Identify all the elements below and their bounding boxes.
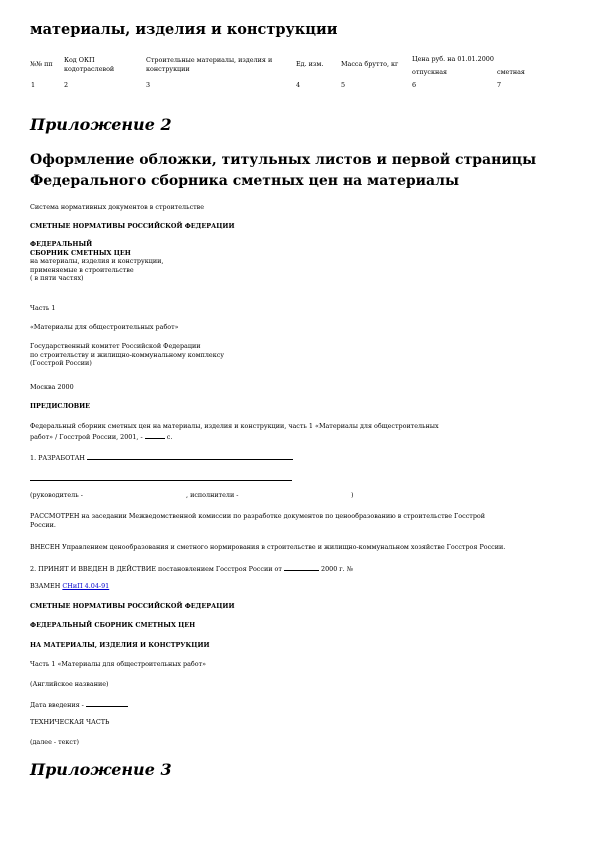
col-gross-header: Масса брутто, кг [341, 60, 399, 68]
federal-collection-line-1: Федеральный сборник сметных цен на материалы, изделия и конструкции, часть 1 «Материалы для общестроительных [30, 422, 439, 430]
developer-blank [87, 452, 293, 460]
norms-heading: СМЕТНЫЕ НОРМАТИВЫ РОССИЙСКОЙ ФЕДЕРАЦИИ [30, 222, 235, 230]
gosstroy-block [30, 342, 224, 368]
col-price-header: Цена руб. на 01.01.2000 [412, 55, 494, 63]
col-unit-header: Ед. изм. [296, 60, 324, 68]
col-num-header: №№ пп [30, 60, 53, 68]
moscow-year: Москва 2000 [30, 383, 74, 391]
col-okp-header-2: кодотраслевой [64, 65, 115, 73]
col-estimate-header: сметная [497, 68, 525, 76]
snip-link[interactable]: СНиП 4.04-91 [62, 582, 110, 590]
replaced-line: ВЗАМЕН СНиП 4.04-91 [30, 582, 110, 590]
top-heading: материалы, изделия и конструкции [30, 21, 338, 38]
col-number: 2 [64, 81, 69, 89]
federal-collection-heading: ФЕДЕРАЛЬНЫЙ СБОРНИК СМЕТНЫХ ЦЕН [30, 621, 196, 629]
text-placeholder: (далее - текст) [30, 738, 80, 746]
close-paren: ) [351, 491, 354, 499]
reviewed-line-1: РАССМОТРЕН на заседании Межведомственной комиссии по разработке документов по ценообразованию в строительстве Госстрой [30, 512, 486, 520]
norms-heading-2: СМЕТНЫЕ НОРМАТИВЫ РОССИЙСКОЙ ФЕДЕРАЦИИ [30, 602, 235, 610]
part-1-full: Часть 1 «Материалы для общестроительных работ» [30, 660, 207, 668]
introduced-text: ВНЕСЕН Управлением ценообразования и сметного нормирования в строительстве и жилищно-коммунальном хозяйстве Госстроя России. [30, 543, 506, 551]
appendix-3-heading: Приложение 3 [30, 760, 172, 779]
english-name: (Английское название) [30, 680, 109, 688]
col-materials-header-2: конструкции [146, 65, 190, 73]
federal-label: ФЕДЕРАЛЬНЫЙ [30, 240, 93, 248]
materials-label: на материалы, изделия и конструкции, [30, 257, 164, 266]
col-number: 3 [146, 81, 151, 89]
date-intro-blank [86, 699, 128, 707]
adopted-line: 2. ПРИНЯТ И ВВЕДЕН В ДЕЙСТВИЕ постановлением Госстроя России от 2000 г. № [30, 565, 353, 573]
manager-label: (руководитель - [30, 491, 83, 499]
executors-label: , исполнители - [186, 491, 239, 499]
on-materials-heading: НА МАТЕРИАЛЫ, ИЗДЕЛИЯ И КОНСТРУКЦИИ [30, 641, 210, 649]
reviewed-line-2: России. [30, 520, 56, 529]
col-release-header: отпускная [412, 68, 448, 76]
developed-line: 1. РАЗРАБОТАН [30, 452, 293, 463]
federal-collection-text [30, 422, 439, 441]
main-heading [30, 150, 536, 192]
developer-blank-line-2 [30, 480, 292, 481]
date-blank [284, 563, 319, 571]
collection-label: СБОРНИК СМЕТНЫХ ЦЕН [30, 248, 131, 257]
col-number: 6 [412, 81, 417, 89]
gosstroy-line-3: (Госстрой России) [30, 359, 92, 368]
col-okp-header: Код ОКП [64, 56, 95, 64]
materials-general-label: «Материалы для общестроительных работ» [30, 323, 179, 331]
col-materials-header: Строительные материалы, изделия и [146, 56, 273, 64]
used-label: применяемые в строительстве [30, 265, 134, 274]
date-intro-line: Дата введения - [30, 699, 128, 710]
tech-part-heading: ТЕХНИЧЕСКАЯ ЧАСТЬ [30, 718, 110, 726]
col-number: 4 [296, 81, 301, 89]
parts-label: ( в пяти частях) [30, 274, 84, 283]
pages-blank [145, 431, 165, 439]
col-number: 1 [31, 81, 36, 89]
federal-collection-line-2: работ» / Госстрой России, 2001, - с. [30, 432, 173, 441]
col-number: 5 [341, 81, 346, 89]
collection-title-block [30, 240, 163, 283]
main-heading-line-2: Федерального сборника сметных цен на материалы [30, 173, 460, 189]
col-number: 7 [497, 81, 502, 89]
main-heading-line-1: Оформление обложки, титульных листов и первой страницы [30, 152, 537, 168]
preface-heading: ПРЕДИСЛОВИЕ [30, 402, 91, 410]
system-text: Система нормативных документов в строительстве [30, 203, 205, 211]
gosstroy-line-2: по строительству и жилищно-коммунальному комплексу [30, 350, 225, 359]
part-1-label: Часть 1 [30, 304, 56, 312]
appendix-2-heading: Приложение 2 [30, 115, 172, 134]
gosstroy-line-1: Государственный комитет Российской Федерации [30, 342, 201, 350]
reviewed-text [30, 512, 485, 529]
